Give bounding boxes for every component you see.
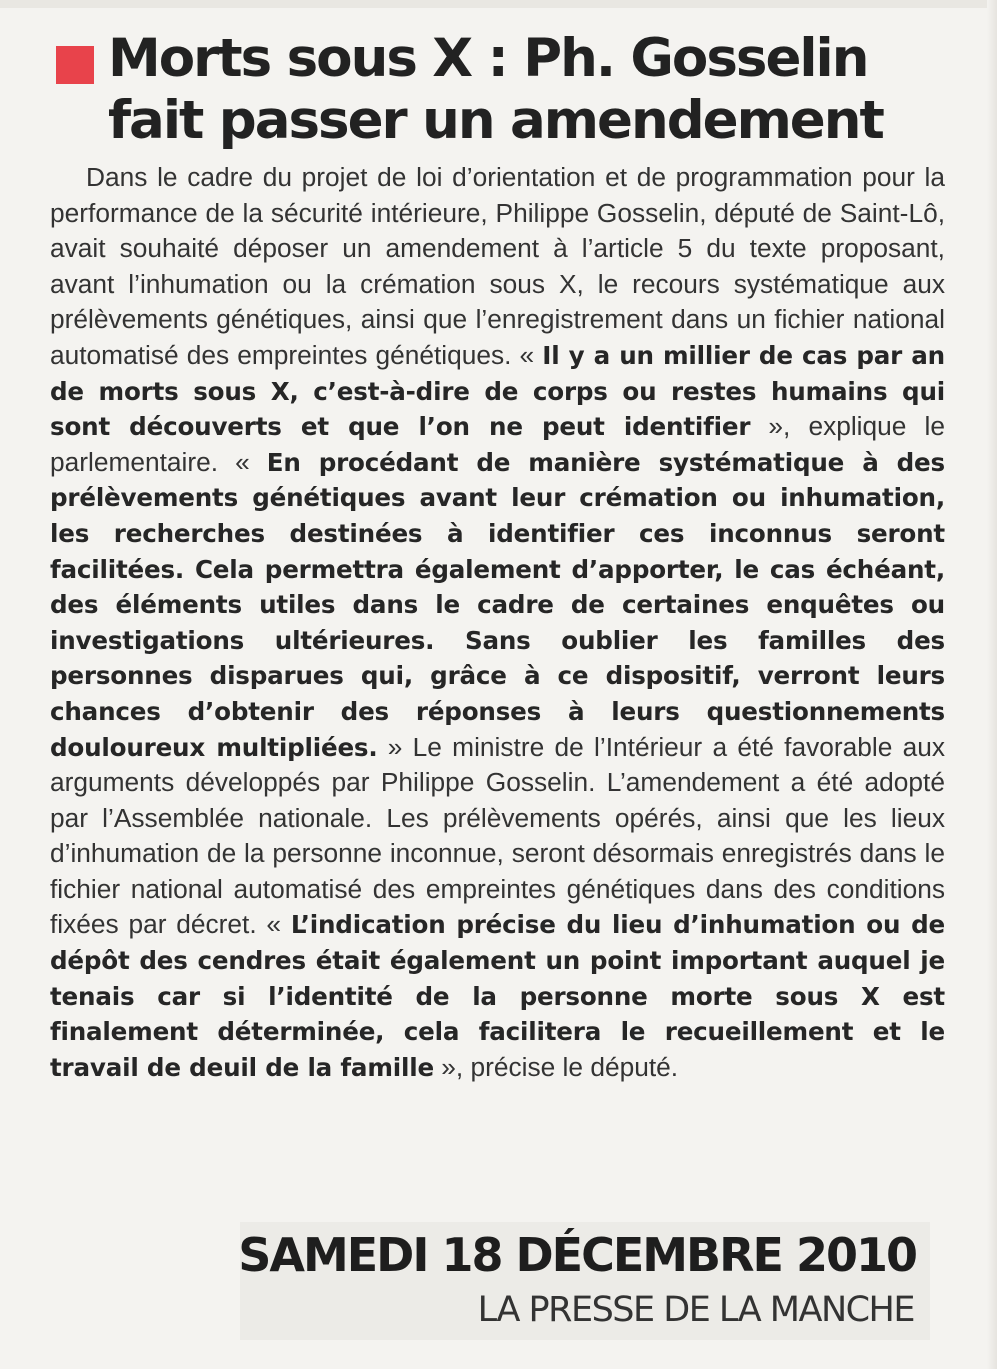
quote-segment: Il y a un millier de cas par an de morts sous X, c’est-à-dire de corps ou restes humains qui sont découverts et que l’on ne peut identifier [50,340,945,442]
dateline-box [240,1222,930,1340]
body-segment: » Le ministre de l’Intérieur a été favorable aux arguments développés par Philippe Gosselin. L’amendement a été adopté par l’Assemblée nationale. Les prélèvements opérés, ainsi que les lieux d’inhumation de la personne inconnue, seront désormais enregistrés dans le fichier national automatisé des empreintes génétiques dans des conditions fixées par décret. « [50,731,945,940]
headline-line-2: fait passer un amendement [108,90,883,151]
article [50,28,945,1085]
headline [50,28,945,152]
paper-edge-right [987,0,997,1369]
body-segment: », précise le député. [433,1051,679,1082]
body-segment: Dans le cadre du projet de loi d’orientation et de programmation pour la performance de la sécurité intérieure, Philippe Gosselin, député de Saint-Lô, avait souhaité déposer un amendement à l’article 5 du texte proposant, avant l’inhumation ou la crémation sous X, le recours systématique aux prélèvements génétiques, ainsi que l’enregistrement dans un fichier national automatisé des empreintes génétiques. « [50,162,945,370]
article-body [50,160,945,1085]
quote-segment: L’indication précise du lieu d’inhumation ou de dépôt des cendres était également un point important auquel je tenais car si l’identité de la personne morte sous X est finalement déterminée, cela facilitera le recueillement et le travail de deuil de la famille [50,910,945,1082]
paper-edge [0,0,997,8]
publication-source: LA PRESSE DE LA MANCHE [477,1290,914,1330]
quote-segment: En procédant de manière systématique à des prélèvements génétiques avant leur crémation ou inhumation, les recherches destinées à identifier ces inconnus seront facilitées. Cela permettra également d’apporter, le cas échéant, des éléments utiles dans le cadre de certaines enquêtes ou investigations ultérieures. Sans oublier les familles des personnes disparues qui, grâce à ce dispositif, verront leurs chances d’obtenir des réponses à leurs questionnements douloureux multipliées. [50,447,945,762]
publication-date: SAMEDI 18 DÉCEMBRE 2010 [238,1228,916,1282]
headline-line-1: Morts sous X : Ph. Gosselin [108,28,868,89]
red-square-marker-icon [56,46,94,84]
body-segment: », explique le parlementaire. « [50,411,945,477]
